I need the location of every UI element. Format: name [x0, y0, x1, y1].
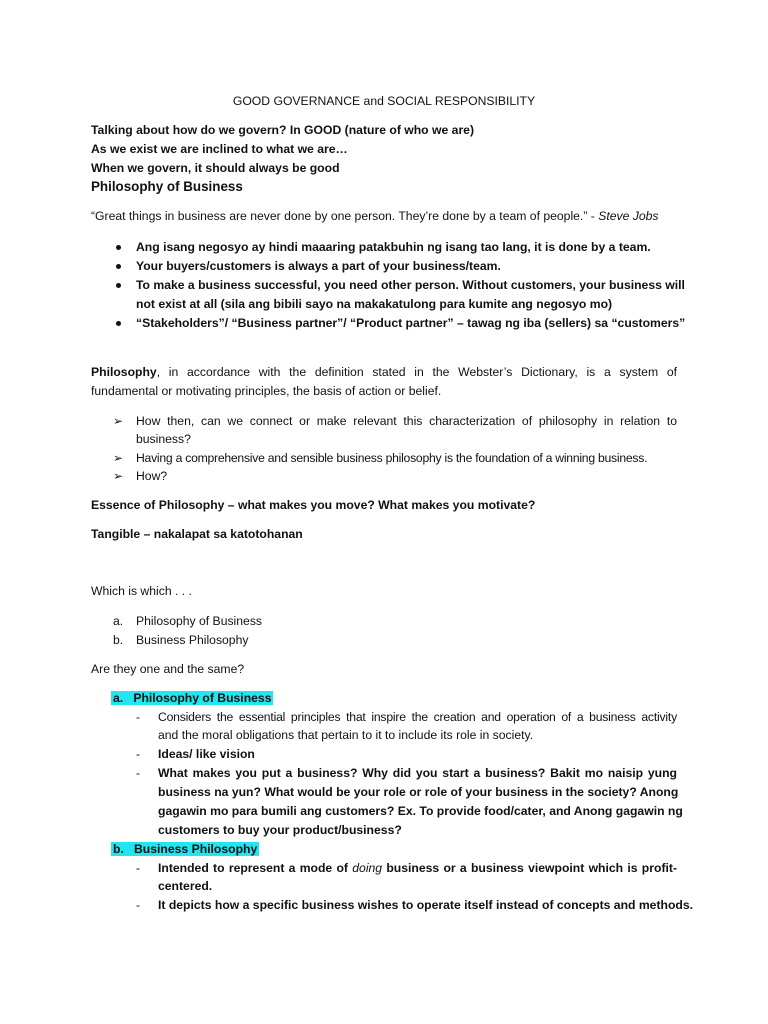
philosophy-definition-text: , in accordance with the definition stated in the Webster’s Dictionary, is a system of [156, 365, 677, 379]
section-b-item-1 [158, 860, 677, 876]
section-a-item-3-cont-3: customers to buy your product/business? [158, 823, 402, 837]
dash-bullet: - [136, 766, 141, 780]
section-b-item-1-pre: Intended to represent a mode of [158, 861, 353, 875]
arrow-item-1: How then, can we connect or make relevant this characterization of philosophy in relation to [136, 414, 677, 428]
heading-philosophy-of-business: Philosophy of Business [91, 179, 243, 194]
list-marker-b: b. [113, 633, 124, 647]
quote-separator: - [587, 209, 599, 223]
arrow-item-1-cont: business? [136, 432, 191, 446]
one-and-same-question: Are they one and the same? [91, 662, 245, 676]
arrow-bullet-icon: ➢ [113, 414, 124, 428]
arrow-bullet-icon: ➢ [113, 451, 124, 465]
section-a-item-3: What makes you put a business? Why did you start a business? Bakit mo naisip yung [158, 766, 677, 780]
arrow-item-2: Having a comprehensive and sensible business philosophy is the foundation of a winning business. [136, 451, 648, 465]
philosophy-term: Philosophy [91, 365, 157, 379]
intro-line-2: As we exist we are inclined to what we are… [91, 142, 348, 156]
essence-of-philosophy: Essence of Philosophy – what makes you move? What makes you motivate? [91, 498, 536, 512]
section-a-item-1: Considers the essential principles that inspire the creation and operation of a business activity [158, 710, 677, 724]
dash-bullet: - [136, 898, 141, 912]
bullet-dot-icon [116, 321, 121, 326]
intro-line-1: Talking about how do we govern? In GOOD (nature of who we are) [91, 123, 475, 137]
section-a-heading [111, 690, 273, 706]
section-b-item-2: It depicts how a specific business wishes to operate itself instead of concepts and methods. [158, 898, 694, 912]
bullet-item-1: Ang isang negosyo ay hindi maaaring patakbuhin ng isang tao lang, it is done by a team. [136, 240, 651, 254]
bullet-item-2: Your buyers/customers is always a part of your business/team. [136, 259, 501, 273]
dash-bullet: - [136, 747, 141, 761]
bullet-dot-icon [116, 283, 121, 288]
section-b-highlight: b. Business Philosophy [113, 842, 258, 856]
section-b-item-1-emphasis: doing [352, 861, 383, 875]
quote-text: “Great things in business are never done by one person. They’re done by a team of people.” [91, 209, 588, 223]
bullet-item-3: To make a business successful, you need other person. Without customers, your business will [136, 278, 685, 292]
which-is-which: Which is which . . . [91, 584, 192, 598]
quote-author: Steve Jobs [598, 209, 659, 223]
section-a-item-2: Ideas/ like vision [158, 747, 255, 761]
page-title: GOOD GOVERNANCE and SOCIAL RESPONSIBILITY [232, 94, 536, 108]
list-item-b: Business Philosophy [136, 633, 249, 647]
arrow-item-3: How? [136, 469, 168, 483]
bullet-item-4: “Stakeholders”/ “Business partner”/ “Product partner” – tawag ng iba (sellers) sa “customers” [136, 316, 686, 330]
section-b-item-1-post: business or a business viewpoint which is profit- [382, 861, 678, 875]
section-a-item-1-cont: and the moral obligations that pertain to it to include its role in society. [158, 728, 534, 742]
arrow-bullet-icon: ➢ [113, 469, 124, 483]
list-marker-a: a. [113, 614, 124, 628]
tangible-definition: Tangible – nakalapat sa katotohanan [91, 527, 303, 541]
quote [91, 208, 659, 224]
section-a-item-3-cont-2: gagawin mo para bumili ang customers? Ex. To provide food/cater, and Anong gagawin ng [158, 804, 683, 818]
bullet-item-3-cont: not exist at all (sila ang bibili sayo na makakatulong para kumite ang negosyo mo) [136, 297, 613, 311]
list-item-a: Philosophy of Business [136, 614, 263, 628]
dash-bullet: - [136, 710, 141, 724]
bullet-dot-icon [116, 245, 121, 250]
section-b-item-1-cont: centered. [158, 879, 213, 893]
section-a-item-3-cont-1: business na yun? What would be your role or role of your business in the society? Anong [158, 785, 679, 799]
section-a-highlight: a. Philosophy of Business [113, 691, 272, 705]
dash-bullet: - [136, 861, 141, 875]
philosophy-definition-line-2: fundamental or motivating principles, the basis of action or belief. [91, 384, 442, 398]
bullet-dot-icon [116, 264, 121, 269]
intro-line-3: When we govern, it should always be good [91, 161, 340, 175]
philosophy-definition-line-1 [91, 364, 677, 380]
section-b-heading [111, 841, 259, 857]
